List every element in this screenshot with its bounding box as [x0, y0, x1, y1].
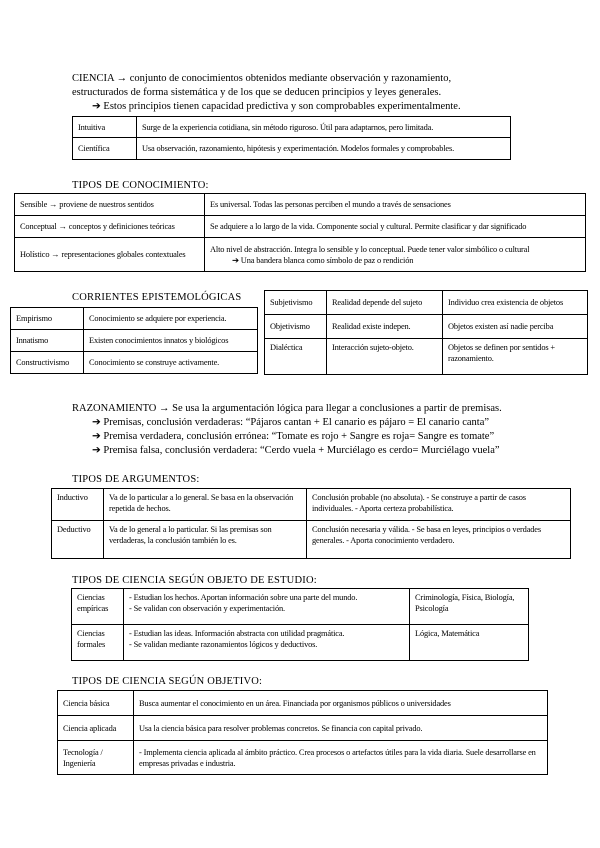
row-b: Objetos existen así nadie perciba [443, 315, 588, 339]
row-label: Constructivismo [11, 352, 84, 374]
row-a: Interacción sujeto-objeto. [327, 339, 443, 375]
row-text: Es universal. Todas las personas perciben el mundo a través de sensaciones [205, 194, 586, 216]
row-label: Holístico → representaciones globales contextuales [15, 238, 205, 272]
row-label: Intuitiva [73, 117, 137, 138]
razonamiento-bullet-1: ➔ Premisas, conclusión verdaderas: “Pájaros cantan + El canario es pájaro = El canario canta” [92, 417, 490, 428]
table-row [72, 625, 529, 661]
objetivo-title: TIPOS DE CIENCIA SEGÚN OBJETIVO: [72, 676, 263, 687]
table-row [11, 352, 258, 374]
row-label: Objetivismo [265, 315, 327, 339]
row-label: Empirismo [11, 308, 84, 330]
table-row [58, 741, 548, 775]
table-row [52, 521, 571, 559]
row-a: Va de lo general a lo particular. Si las premisas son verdaderas, la conclusión también lo es. [104, 521, 307, 559]
row-text-main: Alto nivel de abstracción. Integra lo sensible y lo conceptual. Puede tener valor simbólico o cultural [210, 244, 530, 254]
table-row [58, 716, 548, 741]
row-b: Individuo crea existencia de objetos [443, 291, 588, 315]
row-text: - Implementa ciencia aplicada al ámbito práctico. Crea procesos o artefactos útiles para la vida diaria. Suele desarrollarse en empresas privadas e industria. [134, 741, 548, 775]
conocimiento-table [14, 193, 586, 272]
table-row [11, 330, 258, 352]
ciencia-definition-line1: CIENCIA → conjunto de conocimientos obtenidos mediante observación y razonamiento, [72, 73, 452, 84]
table-row [52, 489, 571, 521]
table-row [15, 216, 586, 238]
table-row [265, 339, 588, 375]
row-text: Se adquiere a lo largo de la vida. Componente social y cultural. Permite clasificar y dar significado [205, 216, 586, 238]
row-text: Usa observación, razonamiento, hipótesis y experimentación. Modelos formales y comprobables. [137, 138, 511, 160]
row-text: Usa la ciencia básica para resolver problemas concretos. Se financia con capital privado. [134, 716, 548, 741]
row-label: Científica [73, 138, 137, 160]
row-label: Deductivo [52, 521, 104, 559]
objeto-title: TIPOS DE CIENCIA SEGÚN OBJETO DE ESTUDIO: [72, 575, 317, 586]
table-row [15, 194, 586, 216]
ciencia-bullet: ➔ Estos principios tienen capacidad predictiva y son comprobables experimentalmente. [92, 101, 461, 112]
row-text: Conocimiento se construye activamente. [84, 352, 258, 374]
row-label: Dialéctica [265, 339, 327, 375]
row-a [124, 589, 410, 625]
row-label: Conceptual → conceptos y definiciones teóricas [15, 216, 205, 238]
ciencia-definition-line2: estructurados de forma sistemática y de los que se deducen principios y leyes generales. [72, 87, 442, 98]
row-label: Sensible → proviene de nuestros sentidos [15, 194, 205, 216]
row-a-line1: - Estudian los hechos. Aportan información sobre una parte del mundo. [129, 593, 358, 602]
razonamiento-bullet-2: ➔ Premisa verdadera, conclusión errónea: “Tomate es rojo + Sangre es roja= Sangre es tomate” [92, 431, 495, 442]
table-row [73, 138, 511, 160]
row-label: Ciencias empíricas [72, 589, 124, 625]
ciencia-table [72, 116, 511, 160]
argumentos-title: TIPOS DE ARGUMENTOS: [72, 474, 200, 485]
row-b: Lógica, Matemática [410, 625, 529, 661]
row-label: Tecnología / Ingeniería [58, 741, 134, 775]
argumentos-table [51, 488, 571, 559]
row-b: Criminología, Física, Biología, Psicología [410, 589, 529, 625]
table-row [265, 315, 588, 339]
row-text: Busca aumentar el conocimiento en un área. Financiada por organismos públicos o universidades [134, 691, 548, 716]
row-label: Subjetivismo [265, 291, 327, 315]
conocimiento-title: TIPOS DE CONOCIMIENTO: [72, 180, 209, 191]
row-text [205, 238, 586, 272]
table-row [58, 691, 548, 716]
table-row [72, 589, 529, 625]
table-row [15, 238, 586, 272]
row-a: Va de lo particular a lo general. Se basa en la observación repetida de hechos. [104, 489, 307, 521]
row-label: Innatismo [11, 330, 84, 352]
row-label: Inductivo [52, 489, 104, 521]
razonamiento-bullet-3: ➔ Premisa falsa, conclusión verdadera: “Cerdo vuela + Murciélago es cerdo= Murciélago vuela” [92, 445, 500, 456]
row-a [124, 625, 410, 661]
row-text: Surge de la experiencia cotidiana, sin método riguroso. Útil para adaptarnos, pero limitada. [137, 117, 511, 138]
row-a-line1: - Estudian las ideas. Información abstracta con utilidad pragmática. [129, 629, 345, 638]
row-text-sub: ➔ Una bandera blanca como símbolo de paz o rendición [232, 255, 414, 265]
row-b: Conclusión probable (no absoluta). - Se construye a partir de casos individuales. - Aporta certeza probabilística. [307, 489, 571, 521]
realidad-table [264, 290, 588, 375]
table-row [265, 291, 588, 315]
row-b: Conclusión necesaria y válida. - Se basa en leyes, principios o verdades generales. - Aporta conocimiento verdadero. [307, 521, 571, 559]
row-text: Conocimiento se adquiere por experiencia. [84, 308, 258, 330]
row-text: Existen conocimientos innatos y biológicos [84, 330, 258, 352]
objetivo-table [57, 690, 548, 775]
row-label: Ciencia básica [58, 691, 134, 716]
corrientes-table [10, 307, 258, 374]
corrientes-title: CORRIENTES EPISTEMOLÓGICAS [72, 292, 242, 303]
row-a: Realidad depende del sujeto [327, 291, 443, 315]
row-label: Ciencias formales [72, 625, 124, 661]
objeto-table [71, 588, 529, 661]
row-label: Ciencia aplicada [58, 716, 134, 741]
row-a-line2: - Se validan mediante razonamientos lógicos y deductivos. [129, 640, 318, 649]
row-b: Objetos se definen por sentidos + razonamiento. [443, 339, 588, 375]
table-row [11, 308, 258, 330]
table-row [73, 117, 511, 138]
razonamiento-definition: RAZONAMIENTO → Se usa la argumentación lógica para llegar a conclusiones a partir de premisas. [72, 403, 502, 414]
row-a: Realidad existe indepen. [327, 315, 443, 339]
row-a-line2: - Se validan con observación y experimentación. [129, 604, 285, 613]
